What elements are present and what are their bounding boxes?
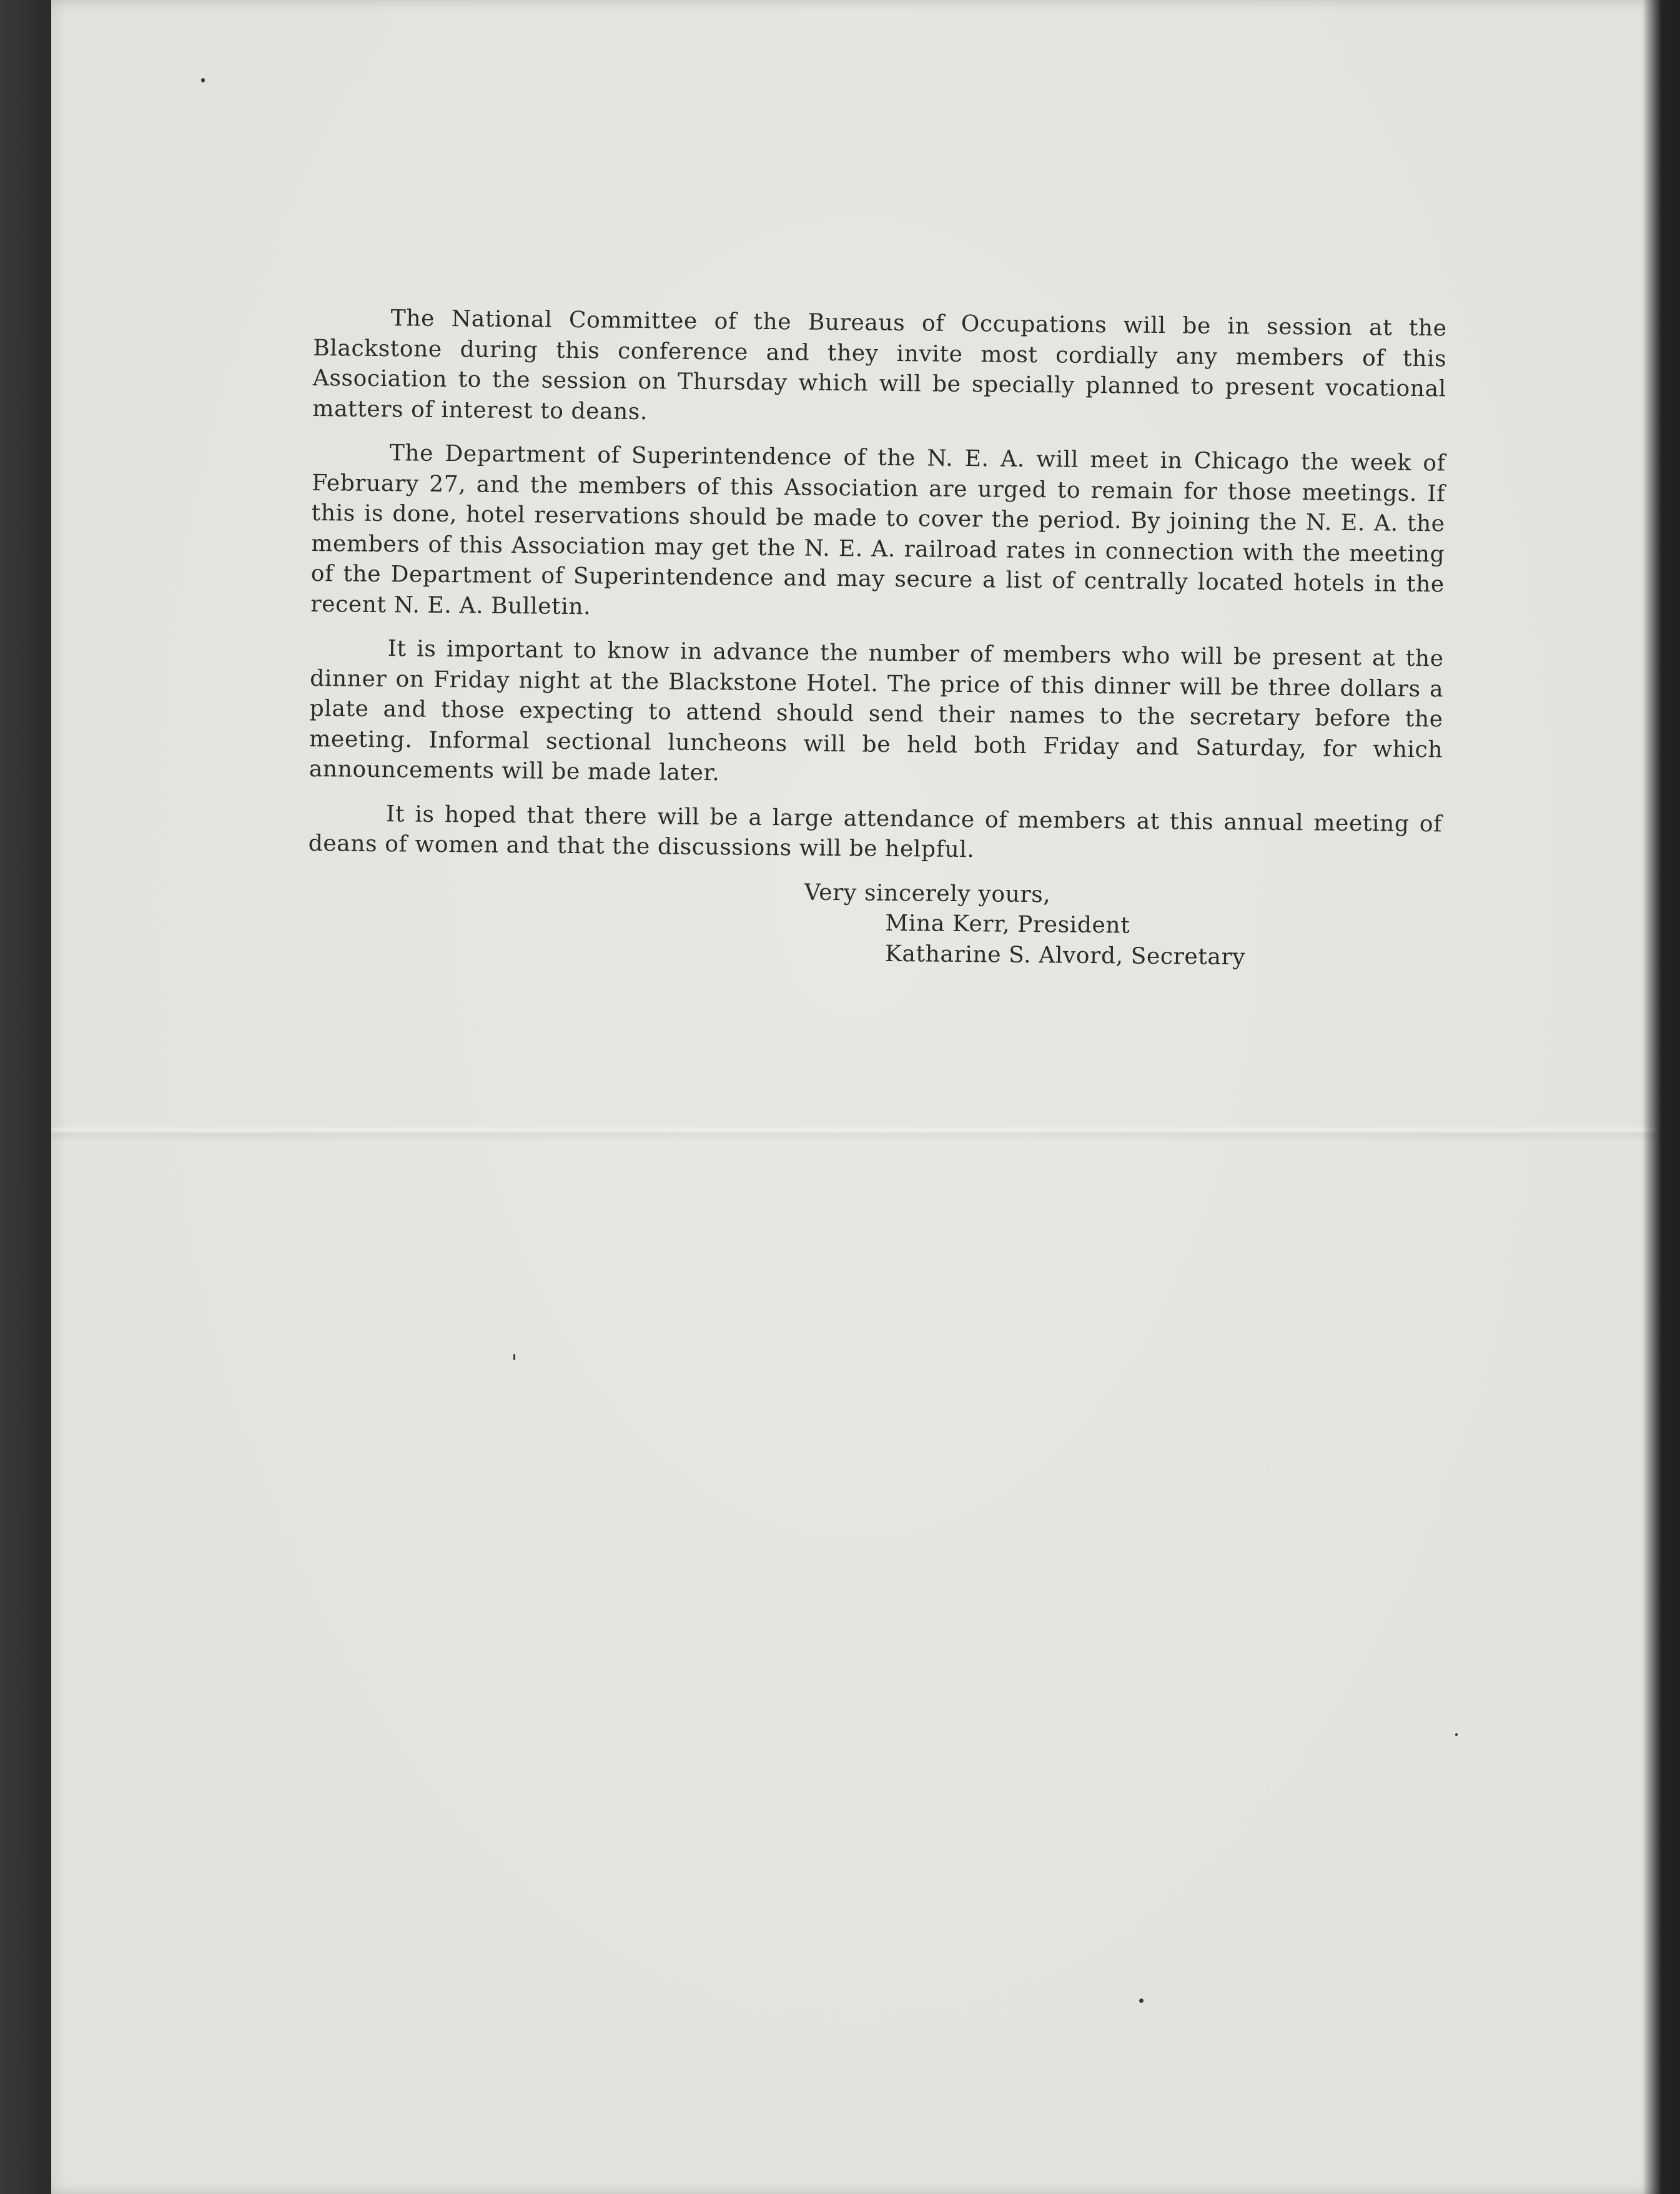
paper-speck [1139,1999,1144,2003]
letter-body [307,303,1447,974]
paper-speck [513,1354,515,1360]
paper-sheet [51,0,1661,2194]
paper-speck [201,78,205,82]
signature-president: Mina Kerr, President [885,910,1130,939]
paper-speck [1455,1733,1458,1736]
signature-secretary: Katharine S. Alvord, Secretary [884,941,1246,970]
sheet-shadow-edge [1643,0,1661,2194]
paragraph-bureaus-of-occupations: The National Committee of the Bureaus of Occupations will be in session at the Blackstone during this conference and they invite most cordially any members of this Association to the session on Thursday which will be specially planned to present vocational matters of interest to deans. [312,305,1447,425]
paragraph-department-of-superintendence: The Department of Superintendence of the N. E. A. will meet in Chicago the week of February 27, and the members of this Association are urged to remain for those meetings. If this is done, hotel reservations should be made to cover the period. By joining the N. E. A. the members of this Association may get the N. E. A. railroad rates in connection with the meeting of the Department of Superintendence and may secure a list of centrally located hotels in the recent N. E. A. Bulletin. [310,440,1446,620]
paragraph-dinner: It is important to know in advance the number of members who will be present at the dinner on Friday night at the Blackstone Hotel. The price of this dinner will be three dollars a plate and those expecting to attend should send their names to the secretary before the meeting. Informal sectional luncheons will be held both Friday and Saturday, for which announcements will be made later. [309,636,1444,786]
closing-line: Very sincerely yours, [804,879,1051,907]
paragraph-attendance: It is hoped that there will be a large attendance of members at this annual meeting of deans of women and that the discussions will be helpful. [308,801,1443,863]
